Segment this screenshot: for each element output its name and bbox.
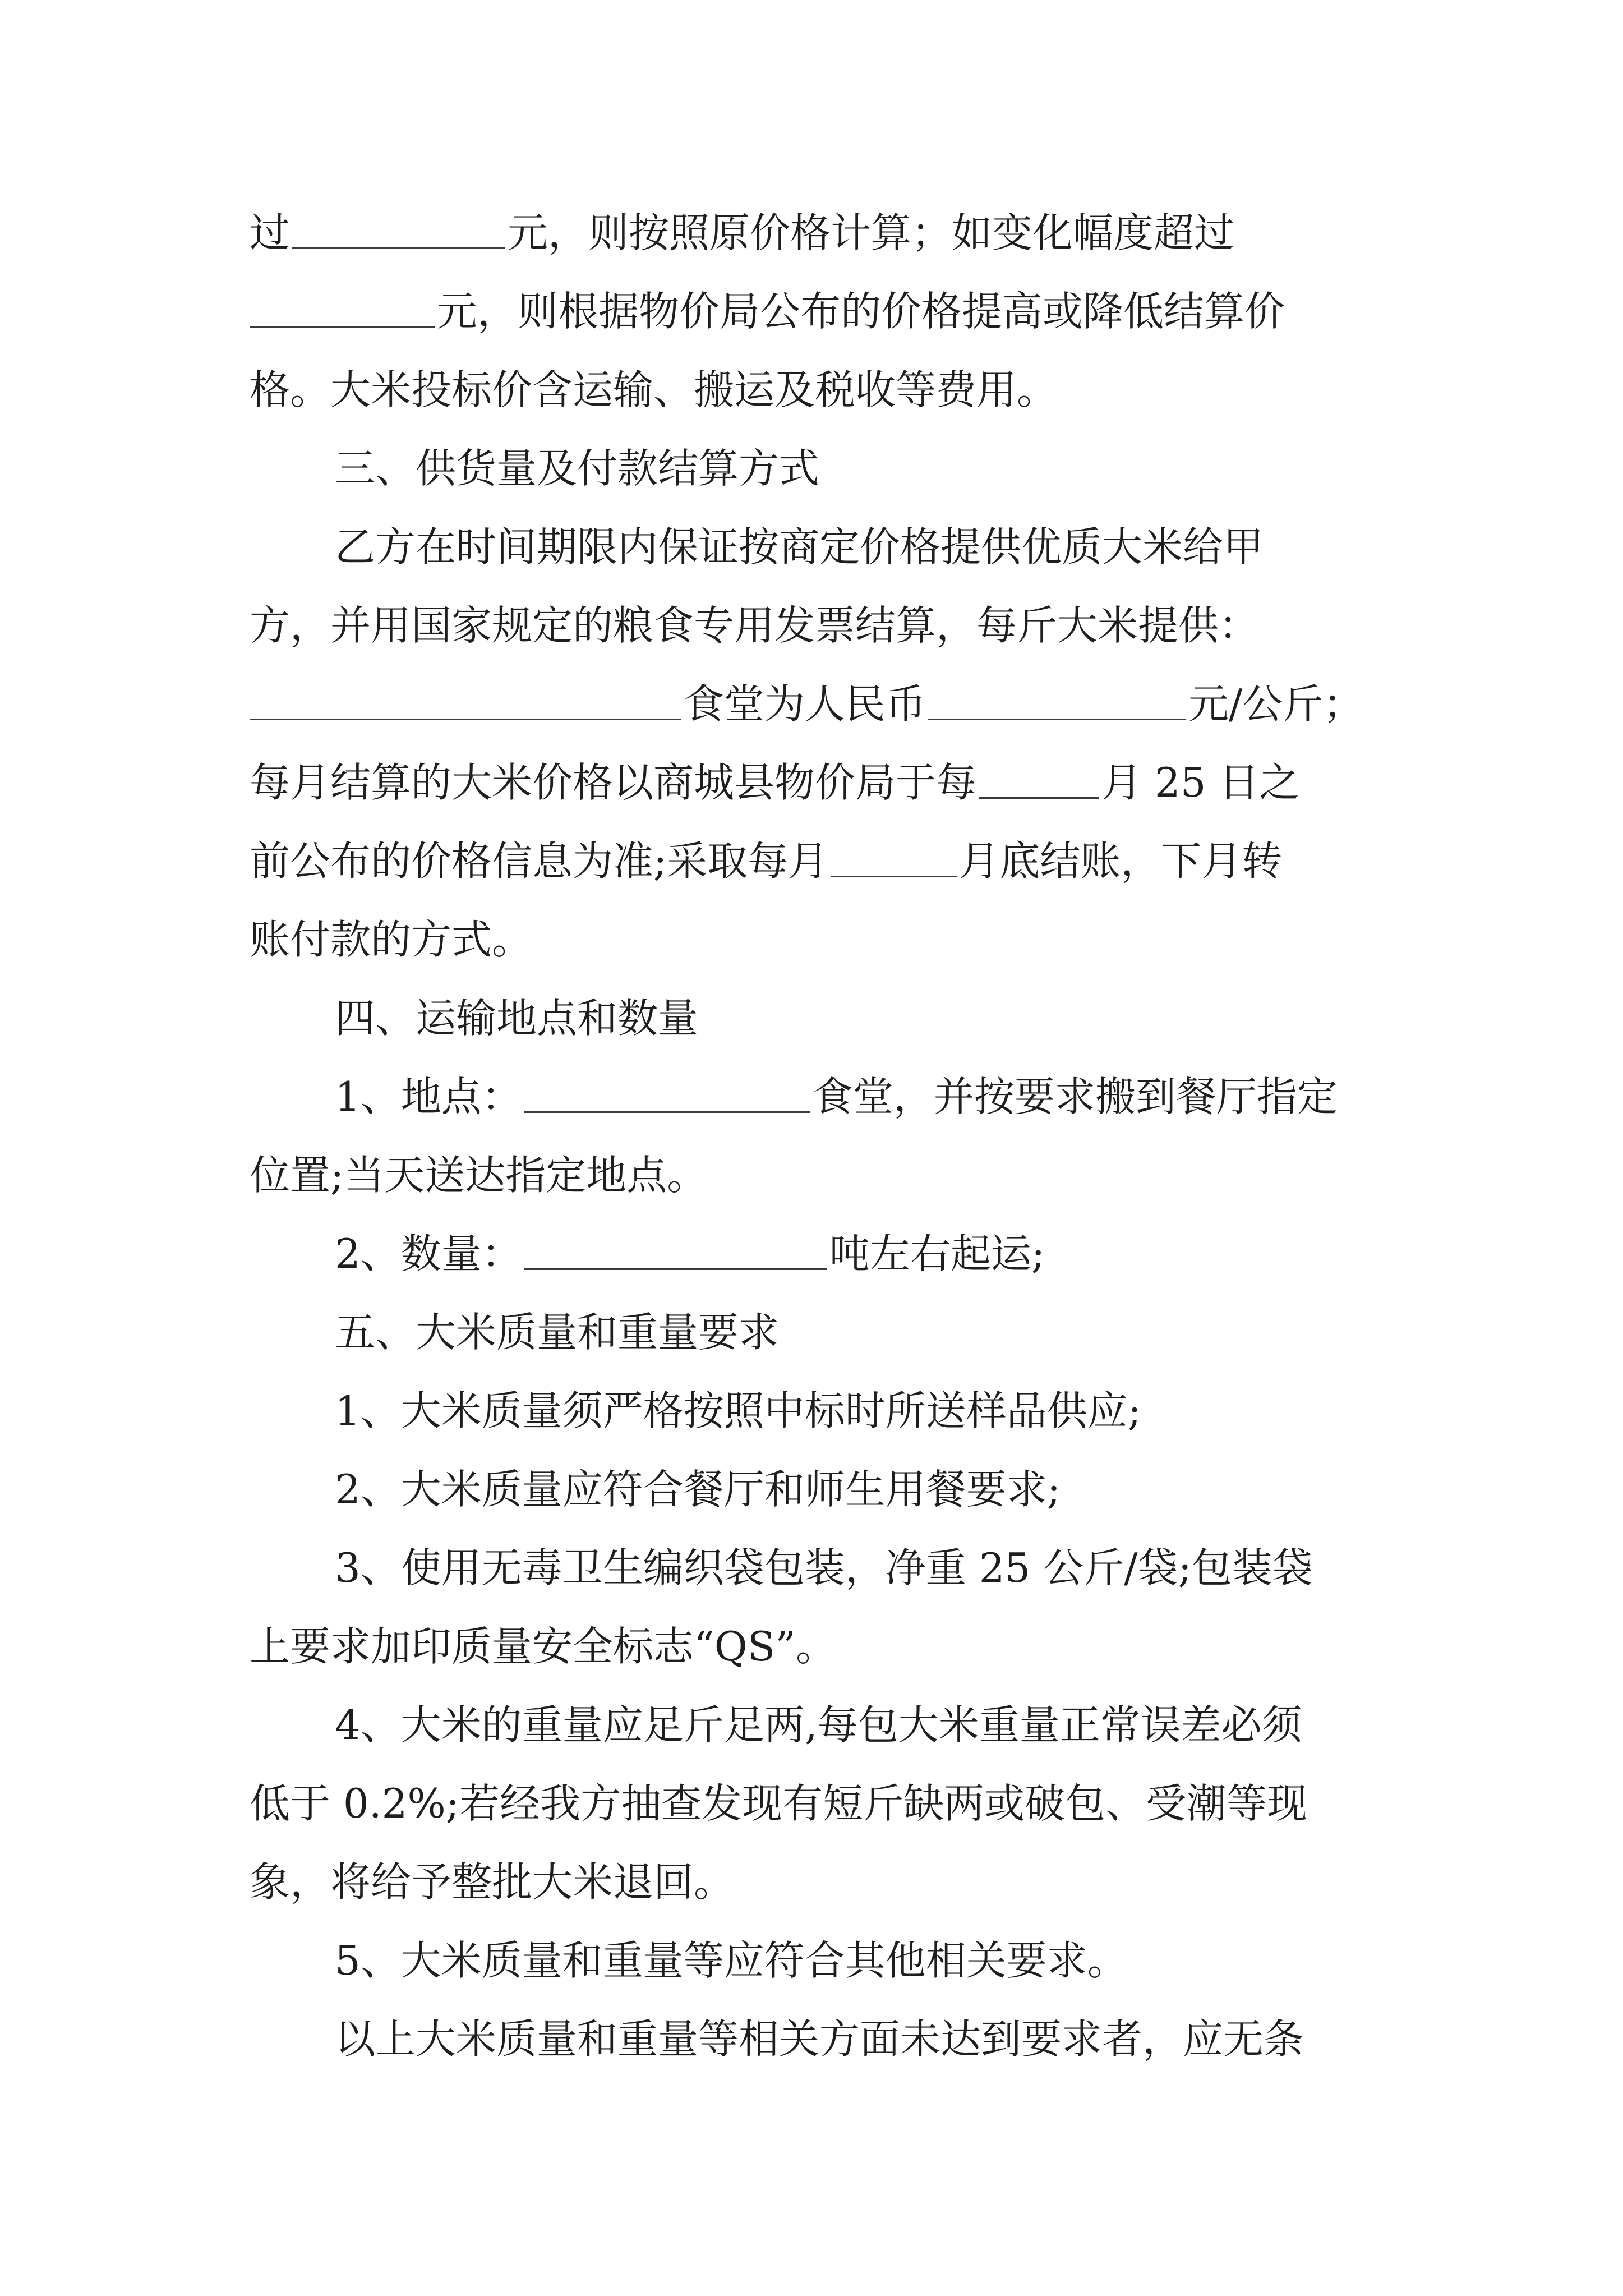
text-segment: 元，则按照原价格计算；如变化幅度超过 — [508, 209, 1235, 256]
text-segment: 月 25 日之 — [1101, 759, 1300, 806]
section-heading-3 — [335, 440, 819, 496]
text-line-22 — [250, 1854, 734, 1910]
text-segment: 过 — [250, 209, 291, 256]
fill-in-blank[interactable] — [979, 763, 1099, 799]
heading-text: 四、运输地点和数量 — [335, 995, 699, 1042]
fill-in-blank[interactable] — [250, 292, 435, 328]
section-heading-4 — [335, 990, 698, 1046]
text-line-12 — [335, 1069, 1338, 1125]
text-segment: 上要求加印质量安全标志“QS”。 — [250, 1623, 836, 1670]
text-segment: 以上大米质量和重量等相关方面未达到要求者，应无条 — [335, 2016, 1304, 2063]
text-line-10 — [250, 912, 532, 968]
text-line-16 — [335, 1383, 1141, 1439]
text-segment: 2、数量： — [335, 1230, 522, 1277]
text-segment: 月底结账，下月转 — [959, 838, 1283, 885]
text-segment: 象，将给予整批大米退回。 — [250, 1858, 735, 1906]
fill-in-blank[interactable] — [250, 685, 681, 720]
text-segment: 3、使用无毒卫生编织袋包装，净重 25 公斤/袋;包装袋 — [335, 1544, 1313, 1591]
text-segment: 每月结算的大米价格以商城县物价局于每 — [250, 759, 977, 806]
text-line-2 — [250, 283, 1285, 339]
text-segment: 账付款的方式。 — [250, 916, 533, 963]
text-line-13 — [250, 1147, 707, 1203]
text-segment: 1、大米质量须严格按照中标时所送样品供应; — [335, 1387, 1142, 1434]
text-line-20 — [335, 1697, 1302, 1753]
text-segment: 4、大米的重量应足斤足两,每包大米重量正常误差必须 — [335, 1701, 1302, 1749]
text-line-14 — [335, 1226, 1045, 1282]
text-line-5 — [335, 519, 1264, 575]
text-line-8 — [250, 754, 1299, 811]
fill-in-blank[interactable] — [524, 1078, 810, 1113]
text-segment: 5、大米质量和重量等应符合其他相关要求。 — [335, 1937, 1128, 1984]
fill-in-blank[interactable] — [928, 685, 1186, 720]
text-line-23 — [335, 1932, 1128, 1989]
text-line-24 — [335, 2011, 1304, 2067]
text-segment: 2、大米质量应符合餐厅和师生用餐要求; — [335, 1466, 1061, 1513]
text-segment: 吨左右起运; — [829, 1230, 1045, 1277]
text-line-6 — [250, 597, 1259, 654]
text-segment: 前公布的价格信息为准;采取每月 — [250, 838, 829, 885]
text-line-1 — [250, 205, 1234, 261]
text-segment: 元，则根据物价局公布的价格提高或降低结算价 — [437, 288, 1285, 335]
text-segment: 乙方在时间期限内保证按商定价格提供优质大米给甲 — [335, 523, 1264, 570]
text-segment: 食堂，并按要求搬到餐厅指定 — [812, 1073, 1338, 1120]
text-segment: 方，并用国家规定的粮食专用发票结算，每斤大米提供： — [250, 602, 1260, 649]
text-segment: 1、地点： — [335, 1073, 522, 1120]
text-segment: 食堂为人民币 — [684, 680, 926, 728]
text-line-19 — [250, 1618, 836, 1674]
text-line-21 — [250, 1775, 1307, 1832]
section-heading-5 — [335, 1304, 779, 1360]
text-segment: 位置;当天送达指定地点。 — [250, 1152, 708, 1199]
fill-in-blank[interactable] — [524, 1235, 827, 1270]
text-segment: 低于 0.2%;若经我方抽查发现有短斤缺两或破包、受潮等现 — [250, 1780, 1308, 1827]
heading-text: 三、供货量及付款结算方式 — [335, 445, 820, 492]
text-line-3 — [250, 362, 1057, 418]
heading-text: 五、大米质量和重量要求 — [335, 1309, 780, 1356]
text-segment: 格。大米投标价含运输、搬运及税收等费用。 — [250, 366, 1058, 413]
text-line-17 — [335, 1461, 1061, 1517]
fill-in-blank[interactable] — [292, 214, 505, 249]
text-line-18 — [335, 1540, 1313, 1596]
text-line-9 — [250, 833, 1282, 889]
text-segment: 元/公斤； — [1188, 680, 1364, 728]
text-line-7 — [250, 676, 1363, 732]
fill-in-blank[interactable] — [831, 842, 957, 877]
